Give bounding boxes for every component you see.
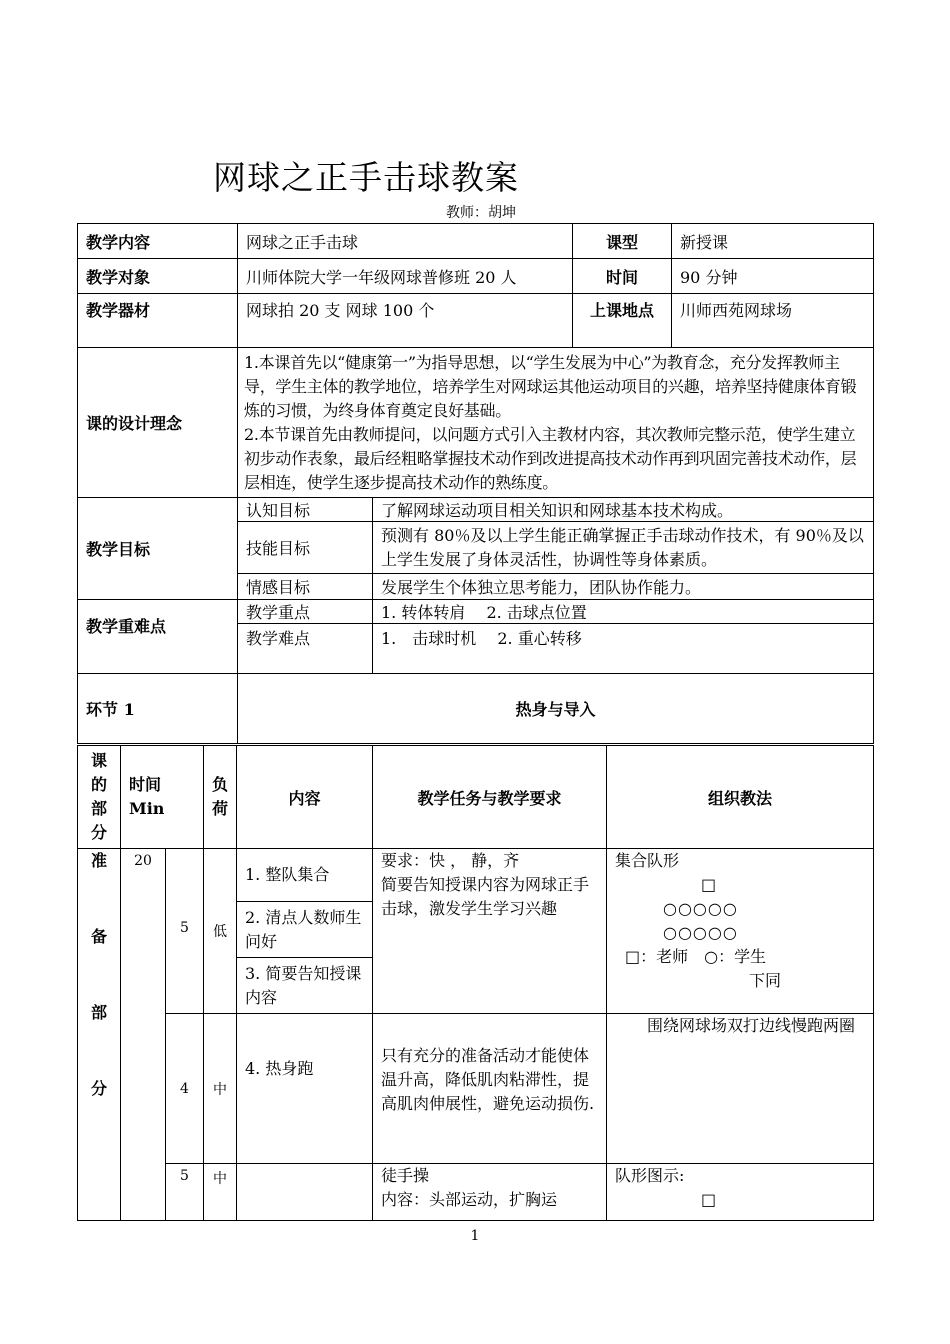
prep-task-line: 徒手操 bbox=[381, 1166, 430, 1185]
section-title: 热身与导入 bbox=[238, 674, 874, 744]
design-paragraph-1: 1.本课首先以“健康第一”为指导思想，以“学生发展为中心”为教育念，充分发挥教师主导，学生主体的教学地位，培养学生对网球运其他运动项目的兴趣，培养坚持健康体育锻炼的习惯，为终身体育奠定良好基础。 bbox=[244, 352, 857, 420]
document-title: 网球之正手击球教案 bbox=[213, 158, 519, 197]
prep-task-1 bbox=[373, 849, 607, 1014]
content-label: 教学内容 bbox=[78, 224, 238, 259]
prep-method-2: 围绕网球场双打边线慢跑两圈 bbox=[607, 1014, 874, 1164]
students-row: ○○○○○ bbox=[663, 923, 738, 942]
goal-text: 发展学生个体独立思考能力，团队协作能力。 bbox=[373, 574, 874, 600]
goal-text: 预测有 80％及以上学生能正确掌握正手击球动作技术，有 90％及以上学生发展了身体灵活性，协调性等身体素质。 bbox=[373, 522, 874, 574]
equipment-label: 教学器材 bbox=[78, 294, 238, 348]
equipment-value: 网球拍 20 支 网球 100 个 bbox=[238, 294, 573, 348]
prep-minutes-3: 5 bbox=[166, 1164, 204, 1221]
formation-title: 集合队形 bbox=[615, 851, 680, 870]
procedure-table bbox=[77, 745, 874, 1221]
students-row: ○○○○○ bbox=[663, 899, 738, 918]
header-content: 内容 bbox=[237, 746, 373, 849]
page-number: 1 bbox=[470, 1228, 480, 1244]
goal-name: 技能目标 bbox=[238, 522, 373, 574]
prep-method-1 bbox=[607, 849, 874, 1014]
difficulty-text: 1. 击球时机 2. 重心转移 bbox=[373, 624, 874, 674]
formation-legend-note: 下同 bbox=[749, 971, 782, 990]
type-label: 课型 bbox=[573, 224, 672, 259]
prep-minutes-1: 5 bbox=[180, 920, 189, 936]
goal-text: 了解网球运动项目相关知识和网球基本技术构成。 bbox=[373, 498, 874, 522]
prep-part-label: 准备部分 bbox=[78, 849, 121, 1221]
place-label: 上课地点 bbox=[573, 294, 672, 348]
object-label: 教学对象 bbox=[78, 259, 238, 294]
header-time: 时间 Min bbox=[121, 746, 204, 849]
goal-name: 情感目标 bbox=[238, 574, 373, 600]
teacher-name: 教师：胡坤 bbox=[446, 205, 516, 221]
keypoints-label: 教学重难点 bbox=[78, 600, 238, 674]
lesson-plan-table bbox=[77, 347, 874, 744]
prep-task-line: 要求：快 ， 静，齐 bbox=[381, 851, 520, 870]
time-value: 90 分钟 bbox=[672, 259, 874, 294]
prep-load-3: 中 bbox=[204, 1164, 237, 1221]
prep-task-2: 只有充分的准备活动才能使体温升高，降低肌肉粘滞性，提高肌肉伸展性，避免运动损伤. bbox=[373, 1014, 607, 1164]
teacher-symbol: □ bbox=[701, 875, 717, 894]
prep-content-item: 1. 整队集合 bbox=[237, 849, 373, 902]
goal-name: 认知目标 bbox=[238, 498, 373, 522]
header-part: 课的部分 bbox=[78, 746, 121, 849]
type-value: 新授课 bbox=[672, 224, 874, 259]
header-task: 教学任务与教学要求 bbox=[373, 746, 607, 849]
design-label: 课的设计理念 bbox=[78, 348, 238, 498]
prep-total-time: 20 bbox=[121, 849, 166, 1221]
header-method: 组织教法 bbox=[607, 746, 874, 849]
time-label: 时间 bbox=[573, 259, 672, 294]
difficulty-name: 教学难点 bbox=[238, 624, 373, 674]
formation-legend: □：老师 ○：学生 bbox=[625, 947, 767, 966]
design-text bbox=[238, 348, 874, 498]
prep-minutes-2: 4 bbox=[166, 1014, 204, 1164]
focus-text: 1. 转体转肩 2. 击球点位置 bbox=[373, 600, 874, 624]
content-value: 网球之正手击球 bbox=[238, 224, 573, 259]
prep-content-3 bbox=[237, 1164, 373, 1221]
prep-content-2: 4. 热身跑 bbox=[237, 1014, 373, 1164]
prep-content-item: 3. 简要告知授课内容 bbox=[237, 958, 373, 1014]
prep-method-3 bbox=[607, 1164, 874, 1221]
prep-task-line: 内容：头部运动，扩胸运 bbox=[381, 1190, 558, 1209]
prep-load-1: 低 bbox=[204, 849, 237, 1014]
place-value: 川师西苑网球场 bbox=[672, 294, 874, 348]
teacher-symbol: □ bbox=[701, 1190, 717, 1209]
lesson-info-table bbox=[77, 223, 874, 348]
formation-title: 队形图示: bbox=[615, 1166, 685, 1185]
design-paragraph-2: 2.本节课首先由教师提问，以问题方式引入主教材内容，其次教师完整示范，使学生建立初步动作表象，最后经粗略掌握技术动作到改进提高技术动作再到巩固完善技术动作，层层相连，使学生逐步提高技术动作的熟练度。 bbox=[244, 424, 857, 492]
prep-load-2: 中 bbox=[204, 1014, 237, 1164]
header-load: 负荷 bbox=[204, 746, 237, 849]
object-value: 川师体院大学一年级网球普修班 20 人 bbox=[238, 259, 573, 294]
prep-content-item: 2. 清点人数师生问好 bbox=[237, 902, 373, 958]
prep-task-line: 简要告知授课内容为网球正手击球，激发学生学习兴趣 bbox=[381, 875, 590, 918]
focus-name: 教学重点 bbox=[238, 600, 373, 624]
section-label: 环节 1 bbox=[78, 674, 238, 744]
prep-task-3 bbox=[373, 1164, 607, 1221]
goals-label: 教学目标 bbox=[78, 498, 238, 600]
